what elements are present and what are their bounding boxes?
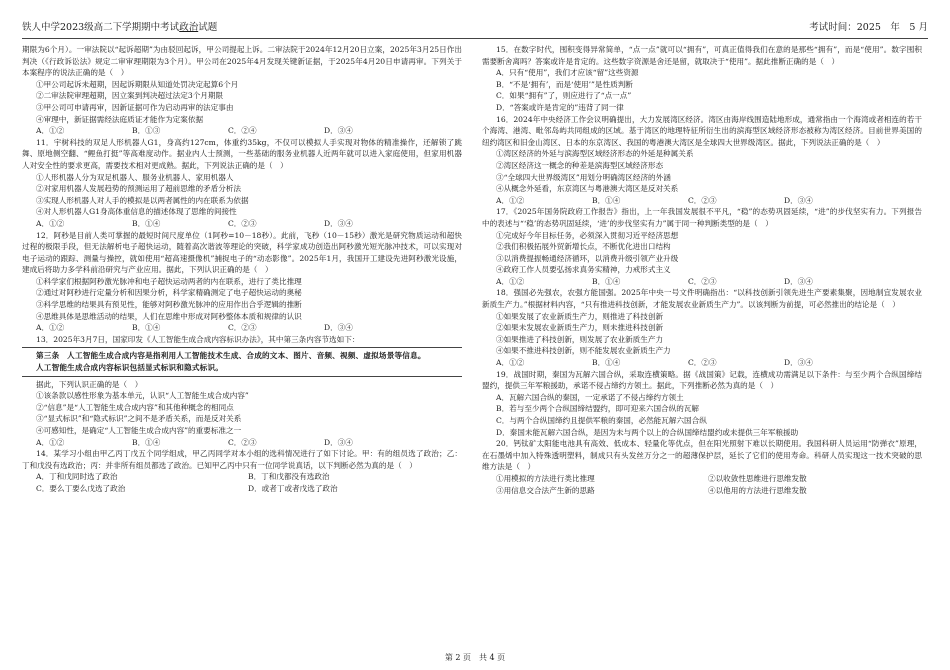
q20-options-12 bbox=[482, 473, 922, 485]
title-suffix: 试题 bbox=[198, 22, 218, 33]
q10-option-1: ①甲公司起诉未超期，因起诉期限从知道处罚决定起算6个月 bbox=[36, 79, 239, 89]
q12-answer-c: C．②③ bbox=[228, 323, 257, 333]
q18-option-1: ①如果发展了农业新质生产力，则推进了科技创新 bbox=[496, 311, 664, 321]
q17-option-3: ③以消费提振畅通经济循环，以消费升级引领产业升级 bbox=[496, 253, 679, 263]
q12-answers bbox=[22, 322, 462, 334]
q17-option-4: ④政府工作人员要弘扬求真务实精神，力戒形式主义 bbox=[496, 265, 671, 275]
q15-option-b: B．“不是‘拥有’，而是‘使用’”是性质判断 bbox=[496, 79, 633, 89]
q10-stem: 期限为6个月）。一审法院以“起诉超期”为由驳回起诉，甲公司提起上诉。二审法院于2024年12月20日立案，2025年3月25日作出判决（《行政诉讼法》规定二审审理期限为3个月）。甲公司在2025年4月发现关键新证据，于2025年4月20日申请再审。下列关于本案程序的说法正确的是（ ） bbox=[22, 45, 462, 78]
q10-option-3: ③甲公司可申请再审，因新证据可作为启动再审的法定事由 bbox=[36, 102, 234, 112]
q13-answer-d: D．③④ bbox=[324, 437, 353, 447]
q18-answer-a: A．①② bbox=[496, 358, 525, 368]
subject-name: 政治 bbox=[179, 22, 199, 33]
q18-option-2: ②如果未发展农业新质生产力，则未推进科技创新 bbox=[496, 323, 664, 333]
q18-answer-b: B．①④ bbox=[592, 358, 621, 368]
q17-option-2: ②我们积极拓展外贸新增长点，不断优化进出口结构 bbox=[496, 242, 671, 252]
q12-option-2: ②通过对阿秒进行定量分析和因果分析，科学家精确测定了电子超快运动的奥秘 bbox=[36, 288, 302, 298]
q14-answer-c: C．要么丁要么戊选了政治 bbox=[36, 483, 126, 493]
q12-option-1: ①科学家们根据阿秒激光脉冲和电子超快运动两者的内在联系，进行了类比推理 bbox=[36, 276, 302, 286]
q17-answer-d: D．③④ bbox=[784, 276, 813, 286]
q17-answer-a: A．①② bbox=[496, 276, 525, 286]
q20-option-2: ②以收敛性思维进行思维发散 bbox=[708, 473, 807, 483]
q20-option-4: ④以他用的方法进行思维发散 bbox=[708, 485, 807, 495]
q13-article-text-2: 人工智能生成合成内容标识包括显式标识和隐式标识。 bbox=[36, 363, 224, 373]
q13-answer-c: C．②③ bbox=[228, 437, 257, 447]
q19-stem: 19．战国时期，秦国为瓦解六国合纵，采取连横策略。据《战国策》记载，连横成功需满足以下条件：与至少两个合纵国缔结盟约，提供三年军粮援助，承诺不侵占缔约方领土。据此，下列推断必然为真的是（ ） bbox=[482, 369, 922, 391]
exam-time bbox=[809, 20, 928, 36]
time-value: 2025 年 5 月 bbox=[856, 22, 928, 33]
q16-answers bbox=[482, 195, 922, 207]
q18-answer-c: C．②③ bbox=[688, 358, 717, 368]
q15-option-a: A．只有“使用”，我们才应该“留”这些资源 bbox=[496, 68, 639, 78]
q16-option-1: ①湾区经济的外延与滨海型区域经济形态的外延是种属关系 bbox=[496, 149, 694, 159]
q13-stem: 13．2025年3月7日，国家印发《人工智能生成合成内容标识办法》，其中第三条内容节选如下： bbox=[36, 334, 360, 344]
q13-option-2: ②“信息”是“人工智能生成合成内容”和其他种概念的相同点 bbox=[36, 402, 234, 412]
school-exam-name: 铁人中学2023级高二下学期期中考试 bbox=[22, 22, 180, 33]
q12-answer-d: D．③④ bbox=[324, 323, 353, 333]
q20-option-3: ③用信息交合法产生新的思路 bbox=[496, 485, 595, 495]
header-divider bbox=[22, 38, 928, 39]
q17-stem: 17．《2025年国务院政府工作报告》指出，上一年我国发展很不平凡，“稳”的态势巩固延续，“进”的步伐坚实有力。下列报告中的表述与“‘稳’的态势巩固延续，‘进’的步伐坚实有力”属于同一种判断类型的是（ ） bbox=[482, 207, 922, 228]
q17-option-1: ①完成好今年目标任务，必须深入贯彻习近平经济思想 bbox=[496, 230, 679, 240]
q10-answer-d: D．③④ bbox=[324, 126, 353, 136]
q10-answers bbox=[22, 125, 462, 137]
q11-answers bbox=[22, 218, 462, 230]
q15-option-d: D．“答案或许是肯定的”违背了同一律 bbox=[496, 102, 624, 112]
q20-option-1: ①用模拟的方法进行类比推理 bbox=[496, 473, 595, 483]
q13-article-top-rule bbox=[22, 347, 462, 348]
q16-option-4: ④从概念外延看，东京湾区与粤港澳大湾区是反对关系 bbox=[496, 184, 679, 194]
q13-article-text: 第三条 人工智能生成合成内容是指利用人工智能技术生成、合成的文本、图片、音频、视频、虚拟场景等信息。 bbox=[36, 351, 426, 361]
exam-title bbox=[22, 20, 217, 36]
q15-stem: 15．在数字时代，囤积变得异常简单，“点一点”就可以“拥有”，可真正值得我们在意的是那些“拥有”，而是“使用”。数字囤积需要断舍离吗？答案或许是肯定的。这些数字资源是舍还是留，就取决于“使用”。据此推断正确的是（ ） bbox=[482, 45, 922, 66]
page-number: 第 2 页 共 4 页 bbox=[444, 653, 506, 662]
right-column bbox=[482, 44, 922, 496]
q18-option-4: ④如果不推进科技创新，则不能发展农业新质生产力 bbox=[496, 346, 671, 356]
q13-option-4: ④可感知性，是确定“人工智能生成合成内容”的重要标准之一 bbox=[36, 426, 242, 435]
q13-option-1: ①该条款以感性形象为基本单元，认识“人工智能生成合成内容” bbox=[36, 391, 249, 401]
q15-option-c: C．如果“拥有”了，则应进行了“点一点” bbox=[496, 91, 632, 101]
q16-answer-a: A．①② bbox=[496, 195, 525, 205]
q11-option-4: ④对人形机器人G1身高体重信息的描述体现了思维的间接性 bbox=[36, 207, 237, 217]
q17-answer-c: C．②③ bbox=[688, 276, 717, 286]
q19-option-a: A．瓦解六国合纵的秦国，一定承诺了不侵占缔约方领土 bbox=[496, 392, 684, 402]
q13-answer-b: B．①④ bbox=[132, 437, 161, 447]
q19-option-b: B．若与至少两个合纵国缔结盟约，即可迎来六国合纵的瓦解 bbox=[496, 404, 700, 414]
q13-answers bbox=[22, 437, 462, 449]
left-column bbox=[22, 44, 462, 495]
page-header bbox=[22, 20, 928, 36]
q19-option-c: C．与两个合纵国缔约且提供军粮的秦国，必然能瓦解六国合纵 bbox=[496, 416, 707, 425]
q14-answers-ab bbox=[22, 471, 462, 483]
q18-answer-d: D．③④ bbox=[784, 358, 813, 368]
q11-answer-b: B．①④ bbox=[132, 218, 161, 228]
q16-stem: 16．2024年中央经济工作会议明确提出，大力发展湾区经济。湾区由海岸线围造陆地形成，通常指由一个海湾或者相连的若干个海湾、港湾、毗邻岛屿共同组成的区域。基于湾区的地理特征所衍生出的滨海型区域经济形态被称为湾区经济。目前世界美国的纽约湾区和旧金山湾区、日本的东京湾区、我国的粤港澳大湾区是全球四大世界级湾区。据此，下列说法正确的是（ ） bbox=[482, 114, 922, 147]
q11-answer-a: A．①② bbox=[36, 218, 65, 228]
q12-stem: 12．阿秒是目前人类可掌握的最短时间尺度单位（1阿秒=10－18秒）。此前，飞秒（10－15秒）激光是研究物质运动和超快过程的极限手段，但无法解析电子超快运动，随着高次谐波等理论的突破，科学家成功创造出阿秒激光短光脉冲技术，可以实现对电子运动的跟踪、测量与操控，就如使用“超高速摄像机”捕捉电子的“动态影像”。2025年1月，我国开工建设先进阿秒激光设施，建成后将助力多学科前沿研究与产业应用。据此，下列认识正确的是（ ） bbox=[22, 230, 462, 275]
q17-answer-b: B．①④ bbox=[592, 276, 621, 286]
q11-option-1: ①人形机器人分为双足机器人、服务业机器人、家用机器人 bbox=[36, 172, 234, 182]
q16-option-3: ③“全球四大世界级湾区”用划分明确湾区经济的外涵 bbox=[496, 172, 671, 182]
q10-answer-b: B．①③ bbox=[132, 126, 161, 136]
q14-stem: 14．某学习小组由甲乙丙丁戊五个同学组成，甲乙丙同学对本小组的选科情况进行了如下讨论。甲：有的组员选了政治；乙：丁和戊没有选政治；丙：并非所有组员都选了政治。已知甲乙丙中只有一位同学说真话，以下判断必然为真的是（ ） bbox=[22, 449, 462, 470]
q16-answer-c: C．②③ bbox=[688, 195, 717, 205]
q12-option-4: ④思维具体是思维活动的结果，人们在思维中形成对阿秒整体本质和规律的认识 bbox=[36, 311, 302, 321]
q12-answer-a: A．①② bbox=[36, 323, 65, 333]
q10-answer-a: A．①② bbox=[36, 126, 65, 136]
q18-stem: 18．强国必先强农，农强方能国强。2025年中央一号文件明确指出：“以科技创新引领先进生产要素集聚，因地制宜发展农业新质生产力。”根据材料内容，“只有推进科技创新，才能发展农业新质生产力”。以该判断为前提，可必然推出的结论是（ ） bbox=[482, 288, 922, 310]
q18-option-3: ③如果推进了科技创新，则发展了农业新质生产力 bbox=[496, 334, 664, 344]
q11-option-3: ③实现人形机器人对人手的模拟是以两者属性的内在联系为依据 bbox=[36, 195, 249, 205]
q10-option-2: ②二审法院审理超期，因立案到判决超过法定3个月期限 bbox=[36, 91, 224, 101]
q20-options-34 bbox=[482, 485, 922, 497]
q20-stem: 20．钙钛矿太阳能电池具有高效、低成本、轻量化等优点，但在阳光照射下难以长期使用。我国科研人员运用“防弹衣”原理，在石墨烯中加入特殊透明塑料，制成只有头发丝万分之一的超薄保护层，延长了它们的使用寿命。科研人员实现这一技术突破的思维方法是（ ） bbox=[482, 439, 922, 472]
q18-answers bbox=[482, 357, 922, 369]
q14-answer-d: D．或者丁或者戊选了政治 bbox=[248, 483, 338, 493]
q11-answer-d: D．③④ bbox=[324, 218, 353, 228]
q17-answers bbox=[482, 276, 922, 288]
q11-option-2: ②对家用机器人发展趋势的预测运用了超前思维的矛盾分析法 bbox=[36, 184, 242, 194]
q13-question: 据此，下列认识正确的是（ ） bbox=[36, 379, 143, 389]
q14-answer-a: A．丁和戊同时选了政治 bbox=[36, 472, 118, 482]
q16-answer-b: B．①④ bbox=[592, 195, 621, 205]
time-label: 考试时间： bbox=[809, 22, 857, 33]
q10-option-4: ④审理中，新证据需经法庭质证才能作为定案依据 bbox=[36, 114, 204, 124]
q11-stem: 11．宇树科技的双足人形机器人G1，身高约127cm，体重约35kg，不仅可以模拟人手实现对物体的精准操作，还解锁了跳舞、原地侧空翻、“鲤鱼打挺”等高难度动作。据业内人士预测，一些基础的服务业机器人近两年就可以进入家庭使用，但家用机器人对安全性的要求更高，需要技术相对更成熟。据此，下列说法正确的是（ ） bbox=[22, 137, 462, 170]
q14-answer-b: B．丁和戊都没有选政治 bbox=[248, 472, 330, 482]
q12-answer-b: B．①④ bbox=[132, 323, 161, 333]
q11-answer-c: C．②③ bbox=[228, 218, 257, 228]
q16-answer-d: D．③④ bbox=[784, 195, 813, 205]
q19-option-d: D．秦国未能瓦解六国合纵，是因为未与两个以上的合纵国缔结盟约或未提供三年军粮援助 bbox=[496, 427, 799, 437]
q13-article-bottom-rule bbox=[22, 376, 462, 377]
q12-option-3: ③科学思维的结果具有预见性，能够对阿秒激光脉冲的应用作出合乎逻辑的推断 bbox=[36, 300, 302, 310]
q13-option-3: ③“显式标识”和“隐式标识”之间不是矛盾关系，而是反对关系 bbox=[36, 414, 242, 424]
q14-answers-cd bbox=[22, 483, 462, 495]
q13-answer-a: A．①② bbox=[36, 437, 65, 447]
q16-option-2: ②湾区经济这一概念的种差是滨海型区域经济形态 bbox=[496, 160, 664, 170]
q10-answer-c: C．②④ bbox=[228, 126, 257, 136]
